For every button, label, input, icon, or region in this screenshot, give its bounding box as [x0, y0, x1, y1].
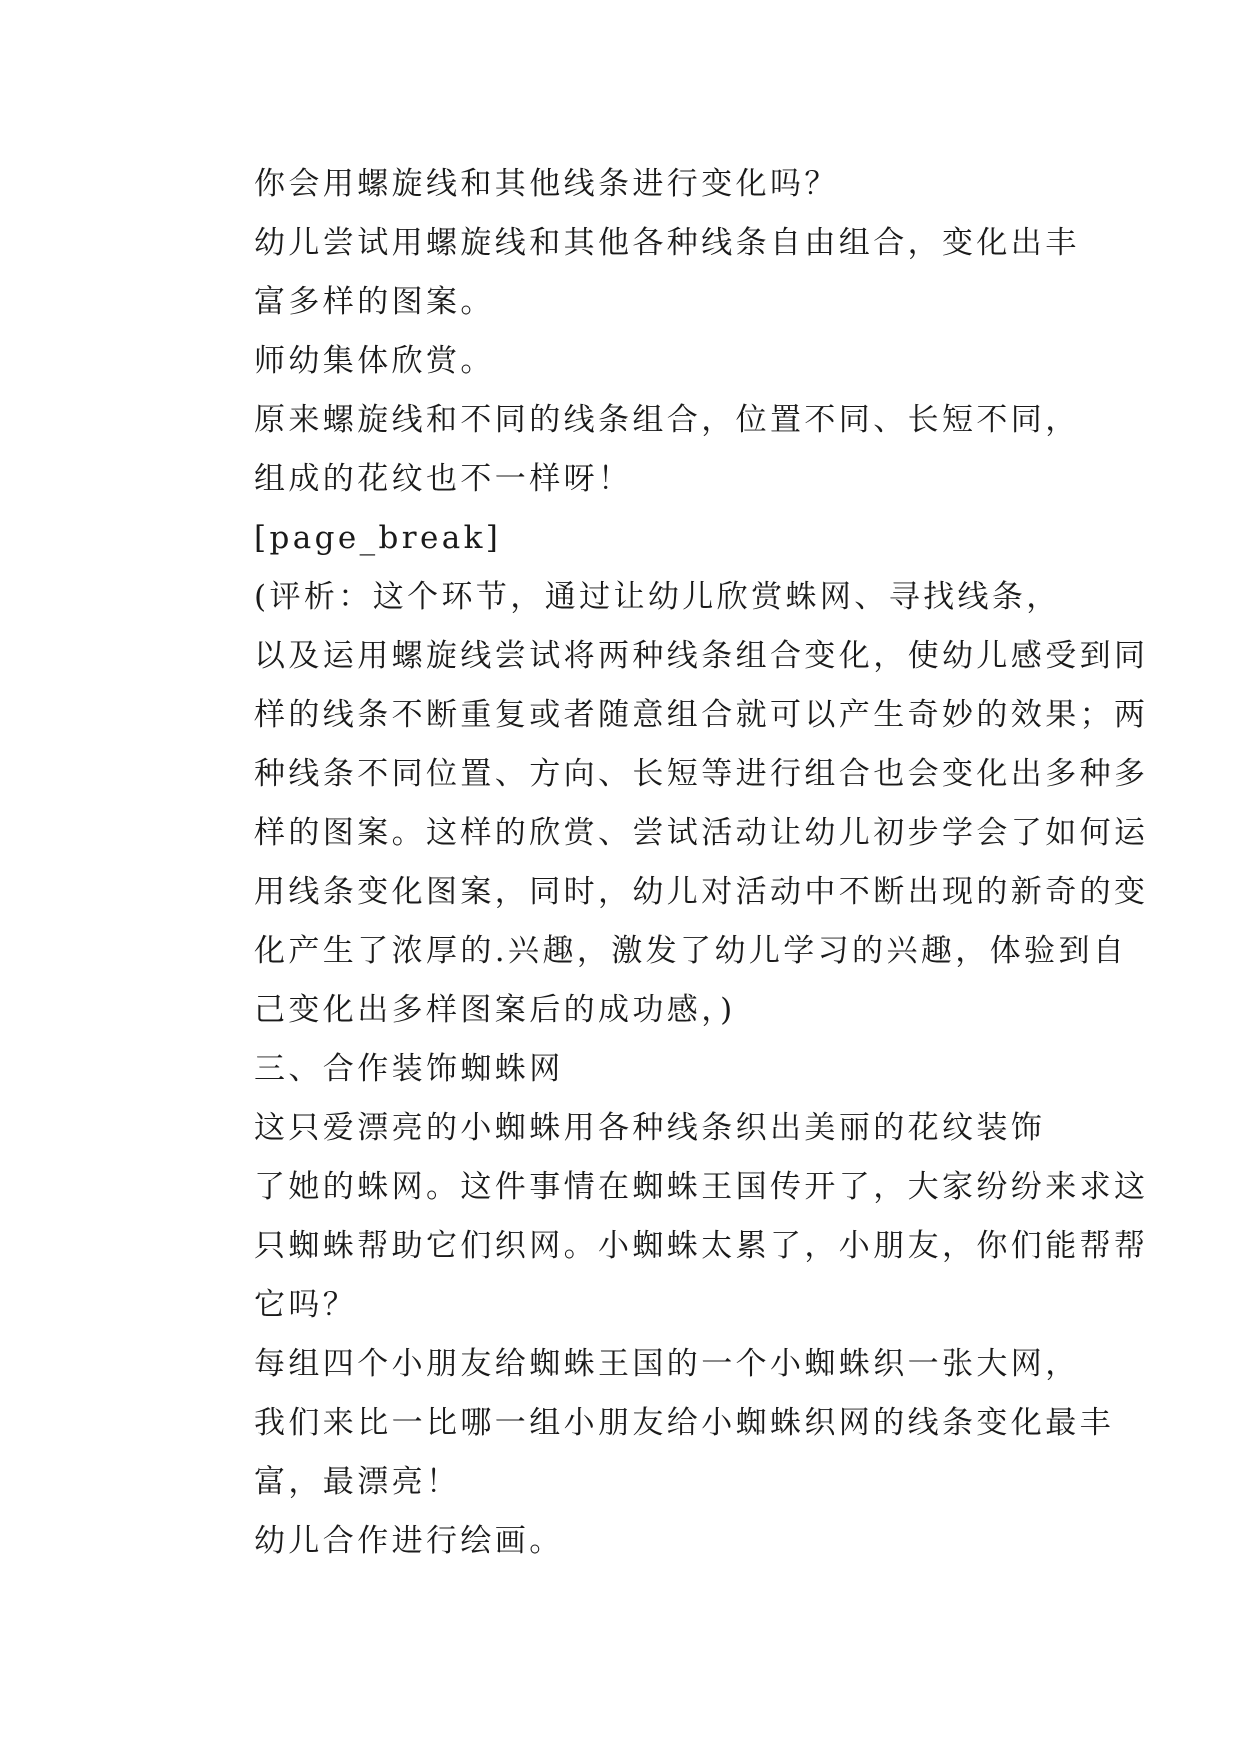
text-line: 以及运用螺旋线尝试将两种线条组合变化，使幼儿感受到同	[254, 638, 1149, 674]
text-line: 己变化出多样图案后的成功感，)	[254, 992, 736, 1028]
text-line: 样的图案。这样的欣赏、尝试活动让幼儿初步学会了如何运	[254, 815, 1149, 851]
text-line: 幼儿合作进行绘画。	[254, 1523, 564, 1559]
text-line: 我们来比一比哪一组小朋友给小蜘蛛织网的线条变化最丰	[254, 1405, 1114, 1441]
text-line: 每组四个小朋友给蜘蛛王国的一个小蜘蛛织一张大网，	[254, 1346, 1080, 1382]
paragraph-drawing	[190, 1512, 1065, 1571]
paragraph-conclusion	[190, 391, 1080, 509]
paragraph-story	[190, 1099, 1149, 1335]
text-line: [page_break]	[254, 520, 502, 556]
paragraph-group-task	[190, 1335, 1114, 1512]
text-line: 种线条不同位置、方向、长短等进行组合也会变化出多种多	[254, 756, 1149, 792]
text-line: 组成的花纹也不一样呀！	[254, 461, 633, 497]
text-line: 化产生了浓厚的.兴趣，激发了幼儿学习的兴趣，体验到自	[254, 933, 1128, 969]
text-line: 用线条变化图案，同时，幼儿对活动中不断出现的新奇的变	[254, 874, 1149, 910]
text-line: 只蜘蛛帮助它们织网。小蜘蛛太累了，小朋友，你们能帮帮	[254, 1228, 1149, 1264]
paragraph-analysis	[190, 568, 1149, 1040]
text-line: 你会用螺旋线和其他线条进行变化吗？	[254, 166, 839, 202]
text-line: 师幼集体欣赏。	[254, 343, 495, 379]
text-line: 了她的蛛网。这件事情在蜘蛛王国传开了，大家纷纷来求这	[254, 1169, 1149, 1205]
text-line: 幼儿尝试用螺旋线和其他各种线条自由组合，变化出丰	[254, 225, 1080, 261]
text-line: 原来螺旋线和不同的线条组合，位置不同、长短不同，	[254, 402, 1080, 438]
text-line: 样的线条不断重复或者随意组合就可以产生奇妙的效果；两	[254, 697, 1149, 733]
paragraph-children-try	[190, 214, 1080, 332]
text-line: 富，最漂亮！	[254, 1464, 461, 1500]
text-line: (评析：这个环节，通过让幼儿欣赏蛛网、寻找线条，	[254, 579, 1061, 615]
text-line: 它吗？	[254, 1287, 358, 1323]
text-line: 富多样的图案。	[254, 284, 495, 320]
document-body	[190, 155, 1149, 1571]
paragraph-appreciation	[190, 332, 1065, 391]
text-line: 三、合作装饰蜘蛛网	[254, 1051, 564, 1087]
section-heading	[190, 1040, 1065, 1099]
text-line: 这只爱漂亮的小蜘蛛用各种线条织出美丽的花纹装饰	[254, 1110, 1046, 1146]
paragraph-question	[190, 155, 1065, 214]
page-break-marker	[190, 509, 1065, 568]
